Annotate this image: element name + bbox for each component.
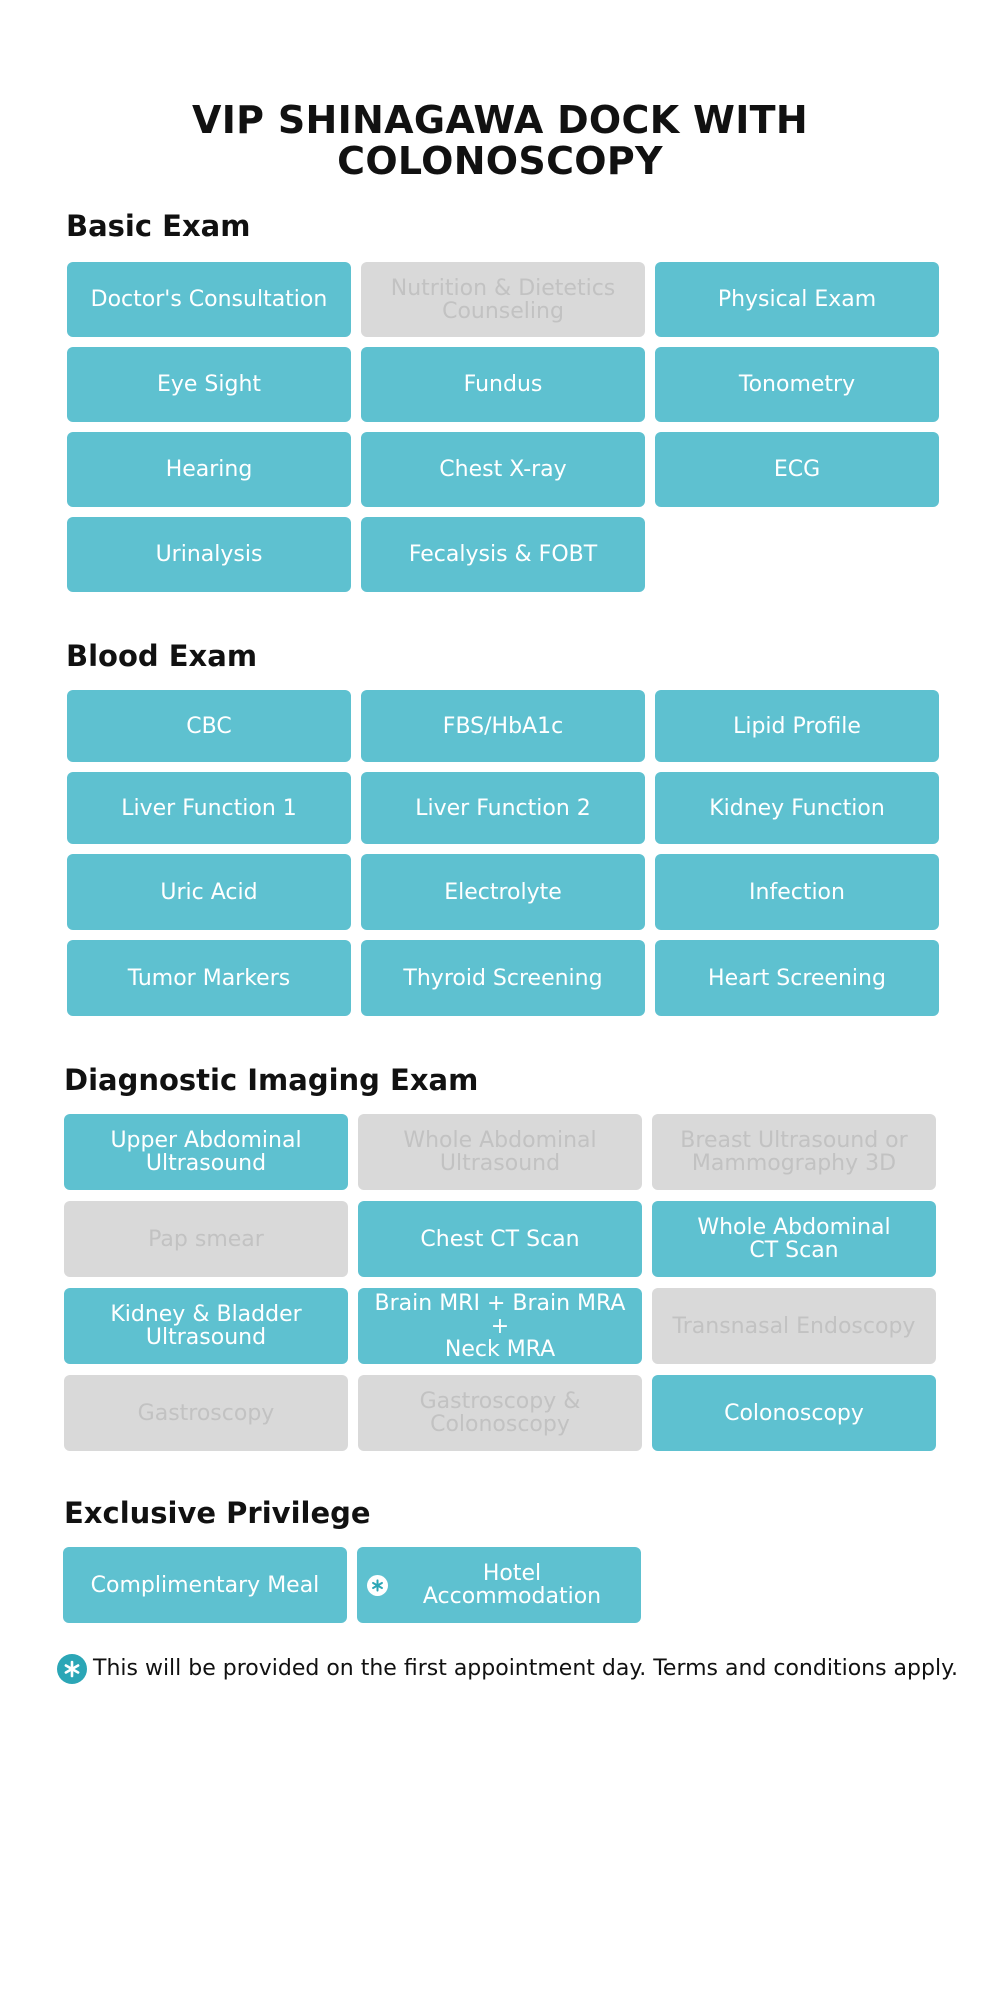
section-heading-basic-exam: Basic Exam <box>66 209 251 243</box>
exam-tile-urinalysis <box>67 517 351 592</box>
exam-tile-cbc <box>67 690 351 762</box>
exam-tile-label: Whole Abdominal Ultrasound <box>403 1128 597 1176</box>
exam-tile-label: Liver Function 2 <box>415 795 591 821</box>
section-heading-diagnostic-imaging-exam: Diagnostic Imaging Exam <box>64 1063 479 1097</box>
exam-tile-label: Colonoscopy <box>724 1400 864 1426</box>
exam-tile-heart-screening <box>655 940 939 1016</box>
exam-tile-complimentary-meal <box>63 1547 347 1623</box>
asterisk-icon <box>57 1654 87 1684</box>
exam-tile-ecg <box>655 432 939 507</box>
exam-tile-nutrition-dietetics-counseling <box>361 262 645 337</box>
exam-tile-label: Kidney & Bladder Ultrasound <box>110 1302 302 1350</box>
footnote-text: This will be provided on the first appointment day. Terms and conditions apply. <box>93 1656 958 1681</box>
exam-tile-label: Gastroscopy <box>137 1400 275 1426</box>
exam-tile-tonometry <box>655 347 939 422</box>
exam-tile-label: Lipid Profile <box>733 713 861 739</box>
basic-exam-grid <box>67 262 939 592</box>
exam-tile-upper-abdominal-ultrasound <box>64 1114 348 1190</box>
exam-tile-gastroscopy <box>64 1375 348 1451</box>
exam-tile-label: Doctor's Consultation <box>90 287 328 312</box>
exam-tile-label: Hotel Accommodation <box>422 1561 602 1609</box>
exam-tile-label: Eye Sight <box>156 372 262 397</box>
exam-tile-label: Fecalysis & FOBT <box>408 542 598 567</box>
exam-tile-pap-smear <box>64 1201 348 1277</box>
exam-tile-thyroid-screening <box>361 940 645 1016</box>
exam-tile-label: Kidney Function <box>709 795 885 821</box>
exam-tile-label: Tonometry <box>738 372 856 397</box>
exam-tile-label: Tumor Markers <box>127 965 291 991</box>
exam-tile-chest-x-ray <box>361 432 645 507</box>
exam-tile-whole-abdominal-ct-scan <box>652 1201 936 1277</box>
exam-tile-colonoscopy <box>652 1375 936 1451</box>
exam-tile-label: Thyroid Screening <box>403 965 603 991</box>
exam-tile-label: ECG <box>773 457 821 482</box>
section-heading-exclusive-privilege: Exclusive Privilege <box>64 1496 371 1530</box>
exam-tile-whole-abdominal-ultrasound <box>358 1114 642 1190</box>
exam-tile-electrolyte <box>361 854 645 930</box>
exam-tile-eye-sight <box>67 347 351 422</box>
exam-tile-label: FBS/HbA1c <box>442 713 564 739</box>
exam-tile-label: Hearing <box>165 457 253 482</box>
exam-tile-hotel-accommodation <box>357 1547 641 1623</box>
exam-tile-label: Uric Acid <box>160 879 258 905</box>
page-title-line-2: COLONOSCOPY <box>337 139 663 183</box>
page-title-line-1: VIP SHINAGAWA DOCK WITH <box>192 98 808 142</box>
exam-tile-label: Fundus <box>463 372 543 397</box>
exam-tile-brain-mri-brain-mra-neck-mra <box>358 1288 642 1364</box>
exam-tile-label: Urinalysis <box>155 542 263 567</box>
exam-tile-label: Heart Screening <box>708 965 886 991</box>
exam-tile-kidney-function <box>655 772 939 844</box>
exam-tile-fundus <box>361 347 645 422</box>
asterisk-icon <box>367 1575 388 1596</box>
exam-tile-label: Electrolyte <box>444 879 562 905</box>
exam-tile-fbs-hba1c <box>361 690 645 762</box>
exam-tile-breast-ultrasound-or-mammography-3d <box>652 1114 936 1190</box>
exam-tile-label: Nutrition & Dietetics Counseling <box>390 275 616 324</box>
exam-tile-label: Upper Abdominal Ultrasound <box>110 1128 302 1176</box>
exam-tile-label: Breast Ultrasound or Mammography 3D <box>680 1128 908 1176</box>
diagnostic-imaging-grid <box>64 1114 936 1451</box>
exam-tile-label: Complimentary Meal <box>90 1572 320 1598</box>
exam-tile-transnasal-endoscopy <box>652 1288 936 1364</box>
exam-tile-gastroscopy-colonoscopy <box>358 1375 642 1451</box>
exam-tile-label: Whole Abdominal CT Scan <box>697 1215 891 1263</box>
exam-tile-infection <box>655 854 939 930</box>
exam-tile-lipid-profile <box>655 690 939 762</box>
blood-exam-grid <box>67 690 939 1016</box>
exam-tile-doctor-s-consultation <box>67 262 351 337</box>
exam-tile-physical-exam <box>655 262 939 337</box>
exam-tile-label: Liver Function 1 <box>121 795 297 821</box>
exam-tile-chest-ct-scan <box>358 1201 642 1277</box>
exam-tile-label: Gastroscopy & Colonoscopy <box>419 1389 581 1437</box>
exam-tile-label: Chest X-ray <box>439 457 567 482</box>
exam-tile-label: Pap smear <box>148 1226 264 1252</box>
exam-tile-liver-function-1 <box>67 772 351 844</box>
exam-tile-label: Brain MRI + Brain MRA + Neck MRA <box>374 1290 626 1362</box>
exam-tile-liver-function-2 <box>361 772 645 844</box>
exam-tile-tumor-markers <box>67 940 351 1016</box>
page-title <box>0 100 1000 182</box>
exam-tile-kidney-bladder-ultrasound <box>64 1288 348 1364</box>
exam-tile-label: Transnasal Endoscopy <box>672 1313 916 1339</box>
exam-tile-label: Infection <box>749 879 845 905</box>
footnote <box>57 1654 958 1684</box>
exam-tile-hearing <box>67 432 351 507</box>
exam-tile-fecalysis-fobt <box>361 517 645 592</box>
exam-tile-label: Physical Exam <box>717 287 877 312</box>
exam-tile-uric-acid <box>67 854 351 930</box>
section-heading-blood-exam: Blood Exam <box>66 639 258 673</box>
exclusive-privilege-grid <box>63 1547 935 1623</box>
exam-tile-label: CBC <box>186 713 232 739</box>
exam-tile-label: Chest CT Scan <box>420 1226 580 1252</box>
